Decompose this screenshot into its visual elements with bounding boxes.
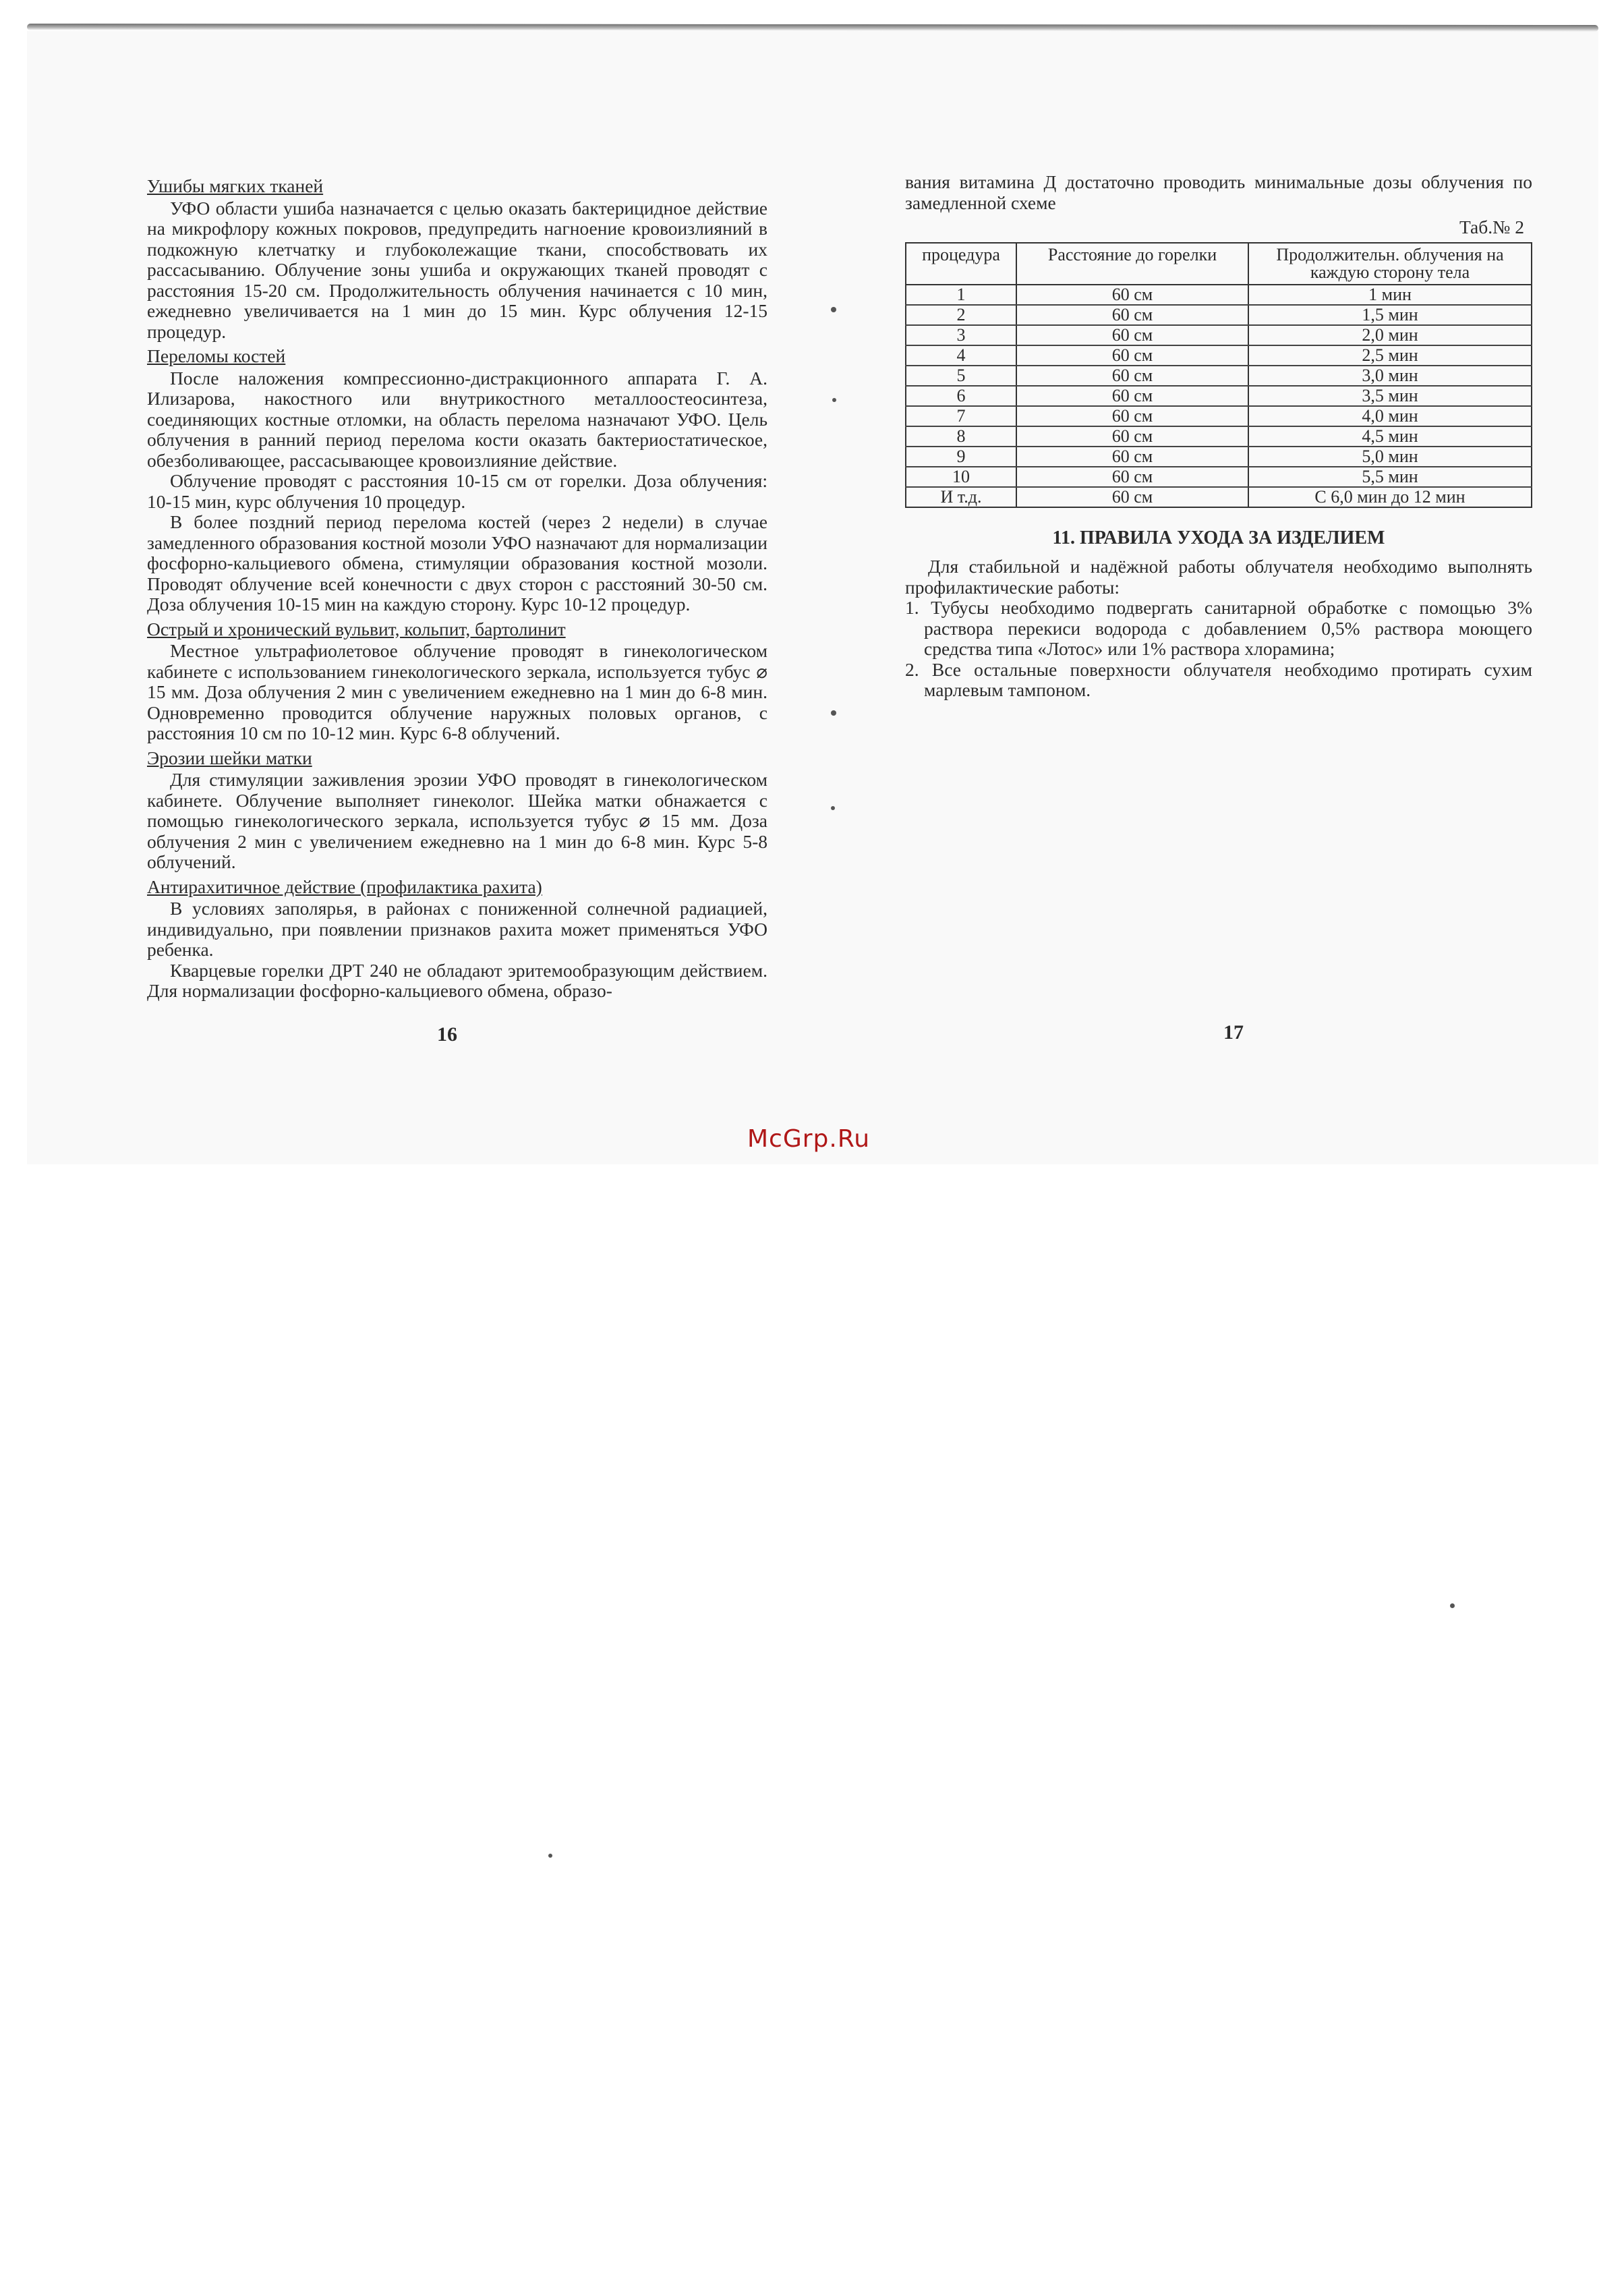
scan-speck (832, 398, 836, 402)
table-header-cell: процедура (906, 243, 1016, 285)
section-title-care: 11. ПРАВИЛА УХОДА ЗА ИЗДЕЛИЕМ (1052, 527, 1385, 548)
dose-table (905, 242, 1532, 508)
table-row (906, 467, 1532, 487)
table-cell: 5,5 мин (1248, 467, 1532, 487)
table-cell: 60 см (1016, 467, 1248, 487)
heading-vulvitis: Острый и хронический вульвит, кольпит, бартолинит (147, 618, 566, 639)
table-cell: 60 см (1016, 366, 1248, 386)
table-row (906, 487, 1532, 507)
table-cell: 3,0 мин (1248, 366, 1532, 386)
table-cell: 60 см (1016, 345, 1248, 366)
table-cell: 7 (906, 406, 1016, 426)
table-cell: 4 (906, 345, 1016, 366)
table-cell: 3 (906, 325, 1016, 345)
paragraph: В более поздний период перелома костей (через 2 недели) в случае замедленного образования костной мозоли УФО назначают для нормализации фосфорно-кальциевого обмена, стимуляции образования костной мозоли. Проводят облучение всей конечности с двух сторон с расстояний 30-50 см. Доза облучения 10-15 мин на каждую сторону. Курс 10-12 процедур. (147, 511, 767, 615)
scan-speck (831, 710, 836, 716)
table-row (906, 285, 1532, 305)
table-row (906, 345, 1532, 366)
scan-speck (831, 307, 836, 312)
page-number-left: 16 (437, 1023, 457, 1046)
table-cell: 10 (906, 467, 1016, 487)
table-row (906, 366, 1532, 386)
table-cell: 4,5 мин (1248, 426, 1532, 447)
heading-soft-tissue-bruises: Ушибы мягких тканей (147, 175, 324, 196)
paragraph-continuation: вания витамина Д достаточно проводить минимальные дозы облучения по замедленной схеме (905, 171, 1532, 213)
table-cell: 8 (906, 426, 1016, 447)
page-number-right: 17 (1223, 1021, 1244, 1044)
table-row (906, 426, 1532, 447)
list-item: 2. Все остальные поверхности облучателя необходимо протирать сухим марлевым тампоном. (905, 658, 1532, 700)
table-label: Таб.№ 2 (1459, 217, 1524, 237)
table-cell: 60 см (1016, 325, 1248, 345)
list-item: 1. Тубусы необходимо подвергать санитарной обработке с помощью 3% раствора перекиси водорода с добавлением 0,5% раствора моющего средства типа «Лотос» или 1% раствора хлорамина; (905, 597, 1532, 659)
table-body (906, 285, 1532, 507)
table-cell: 2 (906, 305, 1016, 325)
paragraph: Местное ультрафиолетовое облучение проводят в гинекологическом кабинете с использованием гинекологического зеркала, используется тубус ⌀ 15 мм. Доза облучения 2 мин с увеличением ежедневно на 1 мин до 6-8 мин. Одновременно проводится облучение наружных половых органов, с расстояния 10 см по 10-12 мин. Курс 6-8 облучений. (147, 640, 767, 743)
table-row (906, 386, 1532, 406)
paragraph: Облучение проводят с расстояния 10-15 см от горелки. Доза облучения: 10-15 мин, курс облучения 10 процедур. (147, 470, 767, 512)
table-cell: 60 см (1016, 487, 1248, 507)
table-header-cell: Расстояние до горелки (1016, 243, 1248, 285)
table-cell: 1 мин (1248, 285, 1532, 305)
table-cell: 60 см (1016, 406, 1248, 426)
table-cell: 4,0 мин (1248, 406, 1532, 426)
table-cell: 60 см (1016, 386, 1248, 406)
table-row (906, 325, 1532, 345)
table-cell: 6 (906, 386, 1016, 406)
heading-cervical-erosion: Эрозии шейки матки (147, 747, 312, 768)
right-page (905, 172, 1532, 701)
heading-bone-fractures: Переломы костей (147, 345, 286, 366)
scan-speck (548, 1854, 552, 1858)
table-cell: 1,5 мин (1248, 305, 1532, 325)
watermark: McGrp.Ru (747, 1125, 871, 1153)
paragraph: После наложения компрессионно-дистракционного аппарата Г. А. Илизарова, накостного или внутрикостного металлоостеосинтеза, соединяющих костные отломки, на область перелома назначают УФО. Цель облучения в ранний период перелома кости оказать бактериостатическое, обезболивающее, рассасывающее кровоизлияние действие. (147, 367, 767, 471)
table-cell: 1 (906, 285, 1016, 305)
table-cell: 5,0 мин (1248, 447, 1532, 467)
table-cell: 60 см (1016, 285, 1248, 305)
paragraph: В условиях заполярья, в районах с пониженной солнечной радиацией, индивидуально, при появлении признаков рахита может применяться УФО ребенка. (147, 898, 767, 960)
paragraph: Для стабильной и надёжной работы облучателя необходимо выполнять профилактические работы: (905, 556, 1532, 598)
table-row (906, 406, 1532, 426)
table-cell: С 6,0 мин до 12 мин (1248, 487, 1532, 507)
table-cell: 5 (906, 366, 1016, 386)
table-cell: 9 (906, 447, 1016, 467)
scan-top-edge (27, 24, 1598, 32)
scan-speck (831, 806, 835, 810)
table-cell: 60 см (1016, 426, 1248, 447)
paragraph: Для стимуляции заживления эрозии УФО проводят в гинекологическом кабинете. Облучение выполняет гинеколог. Шейка матки обнажается с помощью гинекологического зеркала, используется тубус ⌀ 15 мм. Доза облучения 2 мин с увеличением ежедневно на 1 мин до 6-8 мин. Курс 5-8 облучений. (147, 769, 767, 872)
table-row (906, 447, 1532, 467)
heading-antirachitic: Антирахитичное действие (профилактика рахита) (147, 876, 542, 897)
table-cell: 60 см (1016, 305, 1248, 325)
table-header-row (906, 243, 1532, 285)
table-cell: 2,5 мин (1248, 345, 1532, 366)
scan-speck (1450, 1603, 1455, 1608)
left-page (147, 172, 767, 1002)
table-cell: 2,0 мин (1248, 325, 1532, 345)
table-cell: 60 см (1016, 447, 1248, 467)
table-cell: И т.д. (906, 487, 1016, 507)
care-list (905, 598, 1532, 701)
table-header-cell: Продолжительн. облучения на каждую сторону тела (1248, 243, 1532, 285)
table-cell: 3,5 мин (1248, 386, 1532, 406)
paragraph: УФО области ушиба назначается с целью оказать бактерицидное действие на микрофлору кожных покровов, предупредить нагноение кровоизлияний в подкожную клетчатку и глубоколежащие ткани, способствовать их рассасыванию. Облучение зоны ушиба и окружающих тканей проводят с расстояния 15-20 см. Продолжительность облучения начинается с 10 мин, ежедневно увеличивается на 1 мин до 15 мин. Курс облучения 12-15 процедур. (147, 197, 767, 342)
table-row (906, 305, 1532, 325)
paragraph: Кварцевые горелки ДРТ 240 не обладают эритемообразующим действием. Для нормализации фосфорно-кальциевого обмена, образо- (147, 959, 767, 1001)
